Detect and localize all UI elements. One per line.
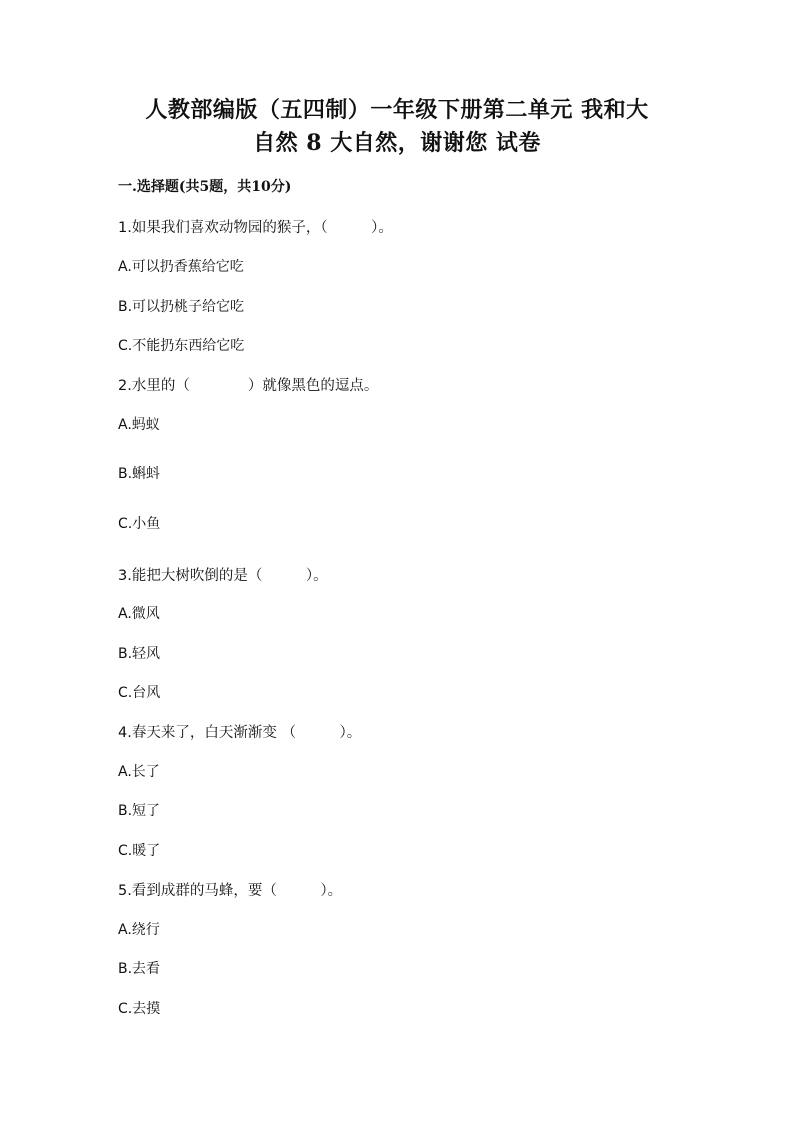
- question-4-option-a: A.长了: [118, 764, 160, 780]
- question-2-stem: 2.水里的（ ）就像黑色的逗点。: [118, 378, 379, 394]
- question-2-option-c: C.小鱼: [118, 516, 161, 532]
- document-title: [0, 94, 794, 160]
- title-line-2: 自然 8 大自然，谢谢您 试卷: [253, 130, 541, 156]
- question-1-option-a: A.可以扔香蕉给它吃: [118, 259, 244, 275]
- question-3-option-c: C.台风: [118, 685, 161, 701]
- question-2-option-b: B.蝌蚪: [118, 466, 161, 482]
- question-4-option-b: B.短了: [118, 803, 161, 819]
- question-5-option-c: C.去摸: [118, 1001, 161, 1017]
- question-4-option-c: C.暖了: [118, 843, 161, 859]
- question-5-option-b: B.去看: [118, 961, 161, 977]
- question-5-option-a: A.绕行: [118, 922, 160, 938]
- question-4-stem: 4.春天来了，白天渐渐变 （ ）。: [118, 725, 362, 741]
- question-3-stem: 3.能把大树吹倒的是（ ）。: [118, 568, 328, 584]
- title-line-1: 人教部编版（五四制）一年级下册第二单元 我和大: [145, 97, 649, 123]
- question-5-stem: 5.看到成群的马蜂，要（ ）。: [118, 883, 343, 899]
- question-1-stem: 1.如果我们喜欢动物园的猴子，（ ）。: [118, 220, 393, 236]
- question-2-option-a: A.蚂蚁: [118, 417, 160, 433]
- question-3-option-a: A.微风: [118, 606, 160, 622]
- question-1-option-b: B.可以扔桃子给它吃: [118, 299, 245, 315]
- question-3-option-b: B.轻风: [118, 646, 161, 662]
- section-heading: 一.选择题(共5题，共10分): [118, 179, 292, 195]
- question-1-option-c: C.不能扔东西给它吃: [118, 338, 245, 354]
